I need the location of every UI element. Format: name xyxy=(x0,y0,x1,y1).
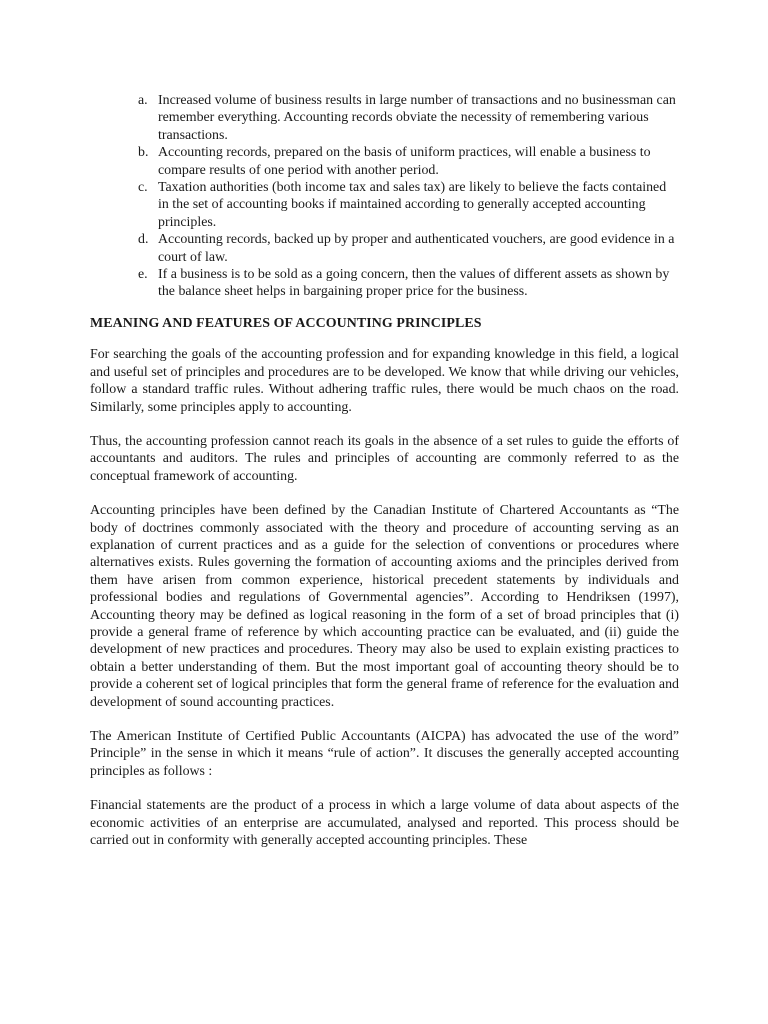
document-page xyxy=(90,92,679,866)
paragraph: The American Institute of Certified Public Accountants (AICPA) has advocated the use of the word” Principle” in the sense in which it means “rule of action”. It discuses the generally accepted accounting principles as follows : xyxy=(90,729,679,779)
paragraph: For searching the goals of the accounting profession and for expanding knowledge in this field, a logical and useful set of principles and procedures are to be developed. We know that while driving our vehicles, follow a standard traffic rules. Without adhering traffic rules, there would be much chaos on the road. Similarly, some principles apply to accounting. xyxy=(90,347,679,415)
list-item-text: Taxation authorities (both income tax and sales tax) are likely to believe the facts contained in the set of accounting books if maintained according to generally accepted accounting principles. xyxy=(158,180,667,230)
section-heading: MEANING AND FEATURES OF ACCOUNTING PRINCIPLES xyxy=(90,315,482,331)
list-marker: b. xyxy=(138,145,149,161)
list-item-text: Accounting records, backed up by proper and authenticated vouchers, are good evidence in a court of law. xyxy=(158,232,675,265)
list-marker: e. xyxy=(138,267,148,283)
list-item-text: Accounting records, prepared on the basis of uniform practices, will enable a business to compare results of one period with another period. xyxy=(158,145,651,178)
list-item-text: If a business is to be sold as a going concern, then the values of different assets as shown by the balance sheet helps in bargaining proper price for the business. xyxy=(158,267,670,300)
list-item xyxy=(138,92,679,144)
list-item xyxy=(138,144,679,179)
paragraph: Thus, the accounting profession cannot reach its goals in the absence of a set rules to guide the efforts of accountants and auditors. The rules and principles of accounting are commonly referred to as the conceptual framework of accounting. xyxy=(90,433,679,484)
list-marker: c. xyxy=(138,180,148,196)
list-item xyxy=(138,179,679,231)
list-item xyxy=(138,266,679,301)
paragraph: Financial statements are the product of a process in which a large volume of data about aspects of the economic activities of an enterprise are accumulated, analysed and reported. This process should be carried out in conformity with generally accepted accounting principles. These xyxy=(90,798,679,849)
list-item xyxy=(138,231,679,266)
paragraph: Accounting principles have been defined by the Canadian Institute of Chartered Accountants as “The body of doctrines commonly associated with the theory and procedure of accounting serving as an explanation of current practices and as a guide for the selection of conventions or procedures where alternatives exists. Rules governing the formation of accounting axioms and the principles derived from them have arisen from common experience, historical precedent statements by individuals and professional bodies and regulations of Governmental agencies”. According to Hendriksen (1997), Accounting theory may be defined as logical reasoning in the form of a set of broad principles that (i) provide a general frame of reference by which accounting practice can be evaluated, and (ii) guide the development of new practices and procedures. Theory may also be used to explain existing practices to obtain a better understanding of them. But the most important goal of accounting theory should be to provide a coherent set of logical principles that form the general frame of reference for the evaluation and development of sound accounting practices. xyxy=(90,503,679,710)
list-marker: d. xyxy=(138,232,149,248)
list-marker: a. xyxy=(138,93,148,108)
list-item-text: Increased volume of business results in large number of transactions and no businessman can remember everything. Accounting records obviate the necessity of remembering various transactions. xyxy=(158,93,676,143)
reasons-list xyxy=(138,92,679,301)
